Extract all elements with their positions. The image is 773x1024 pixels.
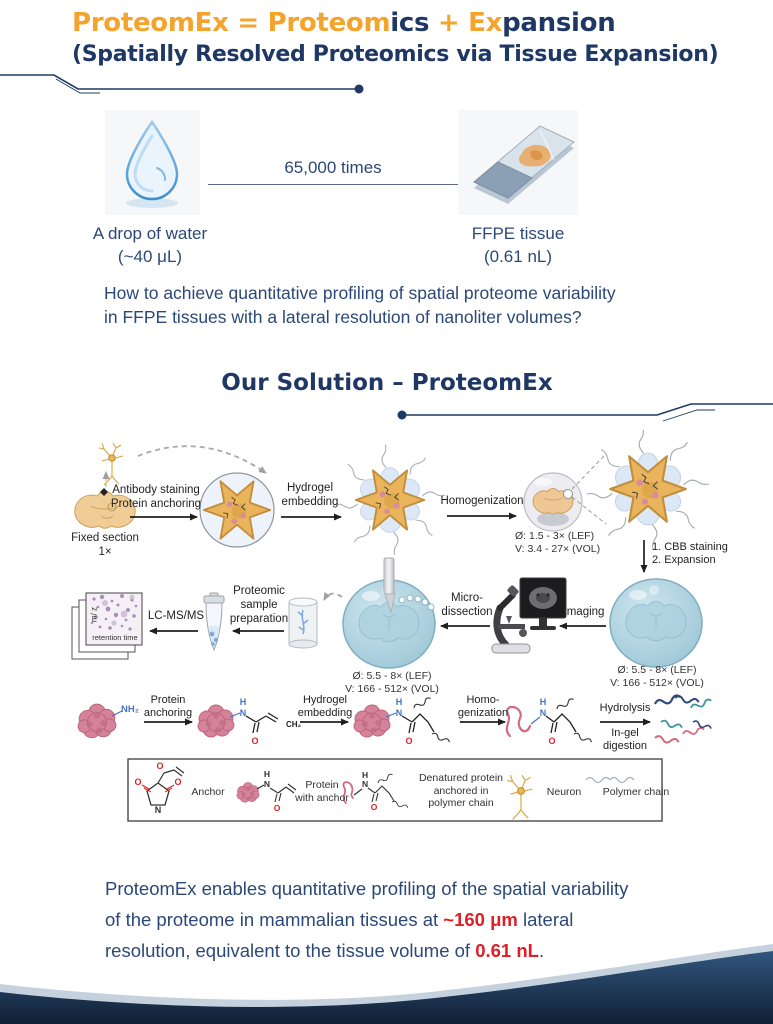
question-text bbox=[104, 281, 616, 329]
footer-wave-decoration bbox=[0, 940, 773, 1024]
gel-right-vol: V: 166 - 512× (VOL) bbox=[610, 676, 704, 689]
ratio-line bbox=[208, 184, 458, 185]
legend-neuron-label: Neuron bbox=[546, 786, 582, 798]
water-caption bbox=[75, 222, 225, 268]
microdissection-line1: Micro- bbox=[451, 592, 483, 604]
sample-prep-label bbox=[229, 585, 289, 626]
legend-denatured-label bbox=[412, 772, 510, 810]
ingel-digestion-label bbox=[594, 727, 656, 753]
legend-pwa-line1: Protein bbox=[305, 779, 339, 791]
nh2-label: NH₂ bbox=[121, 704, 139, 715]
atom-h: H bbox=[239, 697, 247, 707]
atom-n: N bbox=[539, 708, 547, 718]
cbb-line1: 1. CBB staining bbox=[652, 541, 728, 553]
question-line2: in FFPE tissues with a lateral resolution of nanoliter volumes? bbox=[104, 307, 582, 327]
legend-den-line3: polymer chain bbox=[428, 797, 494, 810]
title-seg: ics bbox=[390, 8, 430, 38]
gel-left-vol: V: 166 - 512× (VOL) bbox=[345, 682, 439, 695]
gel-small-vol: V: 3.4 - 27× (VOL) bbox=[515, 542, 601, 555]
hydrogel-embedding-2-label bbox=[292, 694, 358, 720]
ffpe-slide-image bbox=[458, 110, 578, 215]
atom-h: H bbox=[361, 770, 369, 780]
conclusion-seg: lateral bbox=[517, 909, 574, 930]
lcms-plot-icon bbox=[72, 593, 142, 659]
imaging-label: Imaging bbox=[563, 606, 605, 618]
atom-n: N bbox=[239, 708, 247, 718]
title-seg: + bbox=[429, 8, 469, 38]
legend-den-line1: Denatured protein bbox=[418, 772, 504, 784]
lcmsms-label: LC-MS/MS bbox=[147, 610, 205, 622]
water-drop-icon bbox=[105, 110, 200, 215]
conclusion-line1 bbox=[105, 873, 695, 904]
antibody-line1: Antibody staining bbox=[112, 484, 200, 496]
title-seg: pansion bbox=[502, 8, 616, 38]
peptides-icon bbox=[654, 695, 712, 745]
title-seg: ProteomEx bbox=[72, 8, 229, 38]
ffpe-slide-icon bbox=[458, 110, 578, 215]
cbb-expansion-label bbox=[652, 541, 764, 567]
legend-den-line2: anchored in bbox=[433, 784, 489, 797]
header-divider-line bbox=[0, 62, 400, 102]
conclusion-highlight-resolution: ~160 μm bbox=[443, 909, 518, 930]
gel-small-lef: Ø: 1.5 - 3× (LEF) bbox=[515, 530, 595, 542]
protein-anchoring-line1: Protein bbox=[150, 694, 186, 706]
homogenization-label: Homogenization bbox=[440, 495, 524, 507]
question-line1: How to achieve quantitative profiling of spatial proteome variability bbox=[104, 283, 616, 303]
solution-title: Our Solution – ProteomEx bbox=[221, 370, 553, 396]
tissue-caption-line2: (0.61 nL) bbox=[483, 247, 553, 266]
atom-n: N bbox=[263, 779, 271, 789]
homogenization2-line2: genization bbox=[457, 707, 509, 720]
protein-anchoring-line2: anchoring bbox=[143, 707, 193, 720]
protein-in-polymer-structure bbox=[354, 697, 450, 746]
hydrogel1-line2: embedding bbox=[281, 495, 339, 508]
conclusion-line2 bbox=[105, 904, 695, 935]
hydrogel-tissue-icon bbox=[335, 445, 445, 555]
legend-protein-with-anchor-label bbox=[290, 779, 354, 804]
atom-n: N bbox=[395, 708, 403, 718]
legend-anchor-label: Anchor bbox=[191, 786, 225, 798]
left-gel-measurements bbox=[337, 670, 447, 695]
fixed-section-line1: Fixed section bbox=[71, 532, 139, 544]
sample-prep-line2: sample bbox=[240, 598, 278, 611]
protein-blob-nh2-icon bbox=[78, 704, 122, 738]
microscope-icon bbox=[492, 578, 566, 653]
conclusion-highlight-volume: 0.61 nL bbox=[475, 940, 539, 961]
gel-right-lef: Ø: 5.5 - 8× (LEF) bbox=[617, 664, 697, 676]
ratio-label: 65,000 times bbox=[284, 158, 382, 177]
water-caption-line1: A drop of water bbox=[92, 224, 208, 243]
ingel-line1: In-gel bbox=[611, 727, 639, 739]
antibody-line2: Protein anchoring bbox=[110, 497, 202, 510]
gel-punch-icon bbox=[289, 598, 317, 648]
atom-n: N bbox=[361, 779, 369, 789]
plot-y-axis-label: m/ z bbox=[89, 606, 99, 623]
dashed-arrow-disc-to-punch bbox=[324, 594, 342, 600]
sample-prep-line3: preparation bbox=[229, 612, 289, 625]
protein-with-anchor-structure bbox=[198, 697, 302, 746]
page-title bbox=[72, 8, 615, 38]
water-caption-line2: (~40 μL) bbox=[117, 247, 183, 266]
water-drop-image bbox=[105, 110, 200, 215]
sample-prep-line1: Proteomic bbox=[233, 585, 285, 597]
legend-polymer-chain-label: Polymer chain bbox=[602, 786, 670, 798]
atom-h: H bbox=[263, 769, 271, 779]
atom-n: N bbox=[154, 805, 162, 815]
gel-disc-right-icon bbox=[610, 579, 702, 667]
pestle-icon bbox=[384, 558, 394, 594]
atom-o: O bbox=[273, 803, 281, 813]
hydrogel-embedding-label bbox=[272, 482, 348, 510]
small-gel-disc-icon bbox=[524, 473, 582, 531]
atom-o: O bbox=[548, 736, 556, 746]
neuron-zoom-dashed-arrow bbox=[138, 446, 266, 473]
small-gel-measurements bbox=[515, 530, 620, 555]
plot-x-axis-label: retention time bbox=[92, 633, 138, 642]
atom-o: O bbox=[370, 802, 378, 812]
tissue-caption-line1: FFPE tissue bbox=[471, 224, 565, 243]
atom-o: O bbox=[405, 736, 413, 746]
hydrogel2-line2: embedding bbox=[297, 707, 353, 720]
conclusion-seg: ProteomEx enables quantitative profiling of the spatial variability bbox=[105, 878, 629, 899]
title-seg: Ex bbox=[468, 8, 503, 38]
hydrogel1-line1: Hydrogel bbox=[286, 482, 334, 494]
atom-o: O bbox=[156, 761, 164, 771]
hydrolysis-label: Hydrolysis bbox=[599, 702, 651, 714]
fixed-section-line2: 1× bbox=[98, 545, 112, 558]
homogenization2-line1: Homo- bbox=[466, 694, 500, 706]
page-subtitle: (Spatially Resolved Proteomics via Tissue Expansion) bbox=[72, 42, 719, 67]
hydrogel2-line1: Hydrogel bbox=[302, 694, 348, 706]
atom-o: O bbox=[251, 736, 259, 746]
title-seg: = bbox=[228, 8, 268, 38]
cbb-line2: 2. Expansion bbox=[652, 554, 716, 567]
gel-left-lef: Ø: 5.5 - 8× (LEF) bbox=[352, 670, 432, 682]
atom-h: H bbox=[539, 697, 547, 707]
microdissection-line2: dissection bbox=[441, 605, 493, 618]
ingel-line2: digestion bbox=[602, 740, 648, 753]
denatured-protein-structure bbox=[507, 697, 592, 746]
gel-disc-left-icon bbox=[343, 558, 435, 668]
homogenization-2-label bbox=[450, 694, 516, 720]
microdissection-label bbox=[437, 592, 497, 620]
atom-ch2: CH₂ bbox=[286, 720, 302, 729]
eppendorf-tube-icon bbox=[204, 593, 224, 650]
legend-pwa-line2: with anchor bbox=[295, 791, 349, 804]
conclusion-seg: resolution, equivalent to the tissue volume of bbox=[105, 940, 476, 961]
protein-anchoring-label bbox=[136, 694, 200, 720]
conclusion-seg: of the proteome in mammalian tissues at bbox=[105, 909, 444, 930]
atom-o: O bbox=[174, 777, 182, 787]
atom-o: O bbox=[134, 777, 142, 787]
antibody-staining-label bbox=[96, 484, 216, 512]
tissue-caption bbox=[443, 222, 593, 268]
neuron-icon bbox=[99, 443, 123, 485]
solution-divider-line bbox=[395, 402, 773, 428]
conclusion-seg: . bbox=[538, 940, 545, 961]
title-seg: Proteom bbox=[267, 8, 391, 38]
fixed-section-label bbox=[55, 532, 155, 560]
right-gel-measurements bbox=[602, 664, 712, 689]
atom-h: H bbox=[395, 697, 403, 707]
